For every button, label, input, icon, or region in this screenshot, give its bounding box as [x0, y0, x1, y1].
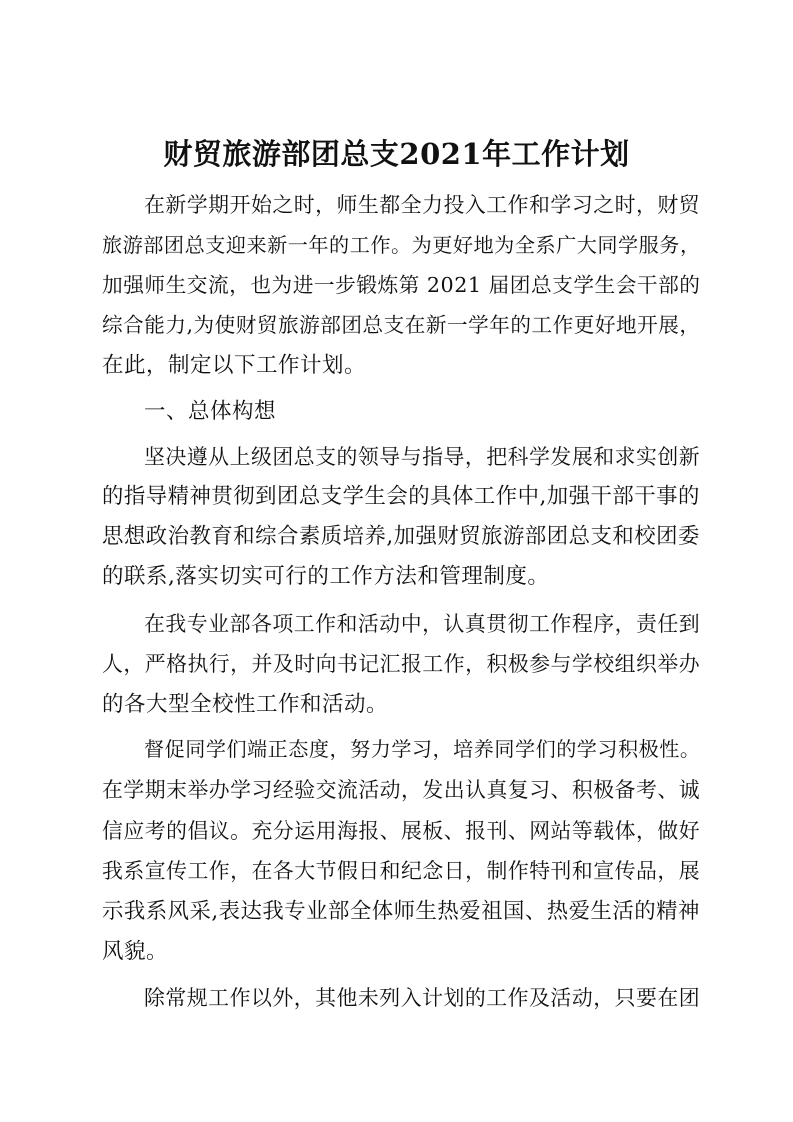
- text-line: 在此，制定以下工作计划。: [102, 353, 367, 378]
- text-line: 在我专业部各项工作和活动中，认真贯彻工作程序，责任到: [144, 612, 701, 636]
- section-heading: 一、总体构想: [144, 399, 277, 424]
- text-line: 旅游部团总支迎来新一年的工作。为更好地为全系广大同学服务，: [102, 233, 701, 257]
- text-line: 在新学期开始之时，师生都全力投入工作和学习之时，财贸: [144, 193, 701, 217]
- text-line: 加强师生交流，也为进一步锻炼第 2021 届团总支学生会干部的: [102, 273, 701, 297]
- text-line: 督促同学们端正态度，努力学习，培养同学们的学习积极性。: [144, 737, 701, 761]
- text-line: 的各大型全校性工作和活动。: [102, 692, 389, 717]
- text-line: 风貌。: [102, 939, 169, 964]
- text-line: 我系宣传工作，在各大节假日和纪念日，制作特刊和宣传品，展: [102, 859, 701, 883]
- text-line: 信应考的倡议。充分运用海报、展板、报刊、网站等载体，做好: [102, 819, 701, 843]
- text-line: 的联系,落实切实可行的工作方法和管理制度。: [102, 564, 550, 589]
- text-line: 在学期末举办学习经验交流活动，发出认真复习、积极备考、诚: [102, 778, 701, 802]
- text-line: 综合能力,为使财贸旅游部团总支在新一学年的工作更好地开展，: [102, 313, 701, 337]
- text-line: 人，严格执行，并及时向书记汇报工作，积极参与学校组织举办: [102, 652, 701, 676]
- text-line: 思想政治教育和综合素质培养,加强财贸旅游部团总支和校团委: [102, 524, 700, 549]
- text-line: 示我系风采,表达我专业部全体师生热爱祖国、热爱生活的精神: [102, 899, 700, 924]
- text-line: 的指导精神贯彻到团总支学生会的具体工作中,加强干部干事的: [102, 484, 700, 509]
- document-title: 财贸旅游部团总支2021年工作计划: [163, 137, 630, 171]
- text-line: 除常规工作以外，其他未列入计划的工作及活动，只要在团: [144, 986, 701, 1010]
- text-line: 坚决遵从上级团总支的领导与指导，把科学发展和求实创新: [144, 445, 701, 469]
